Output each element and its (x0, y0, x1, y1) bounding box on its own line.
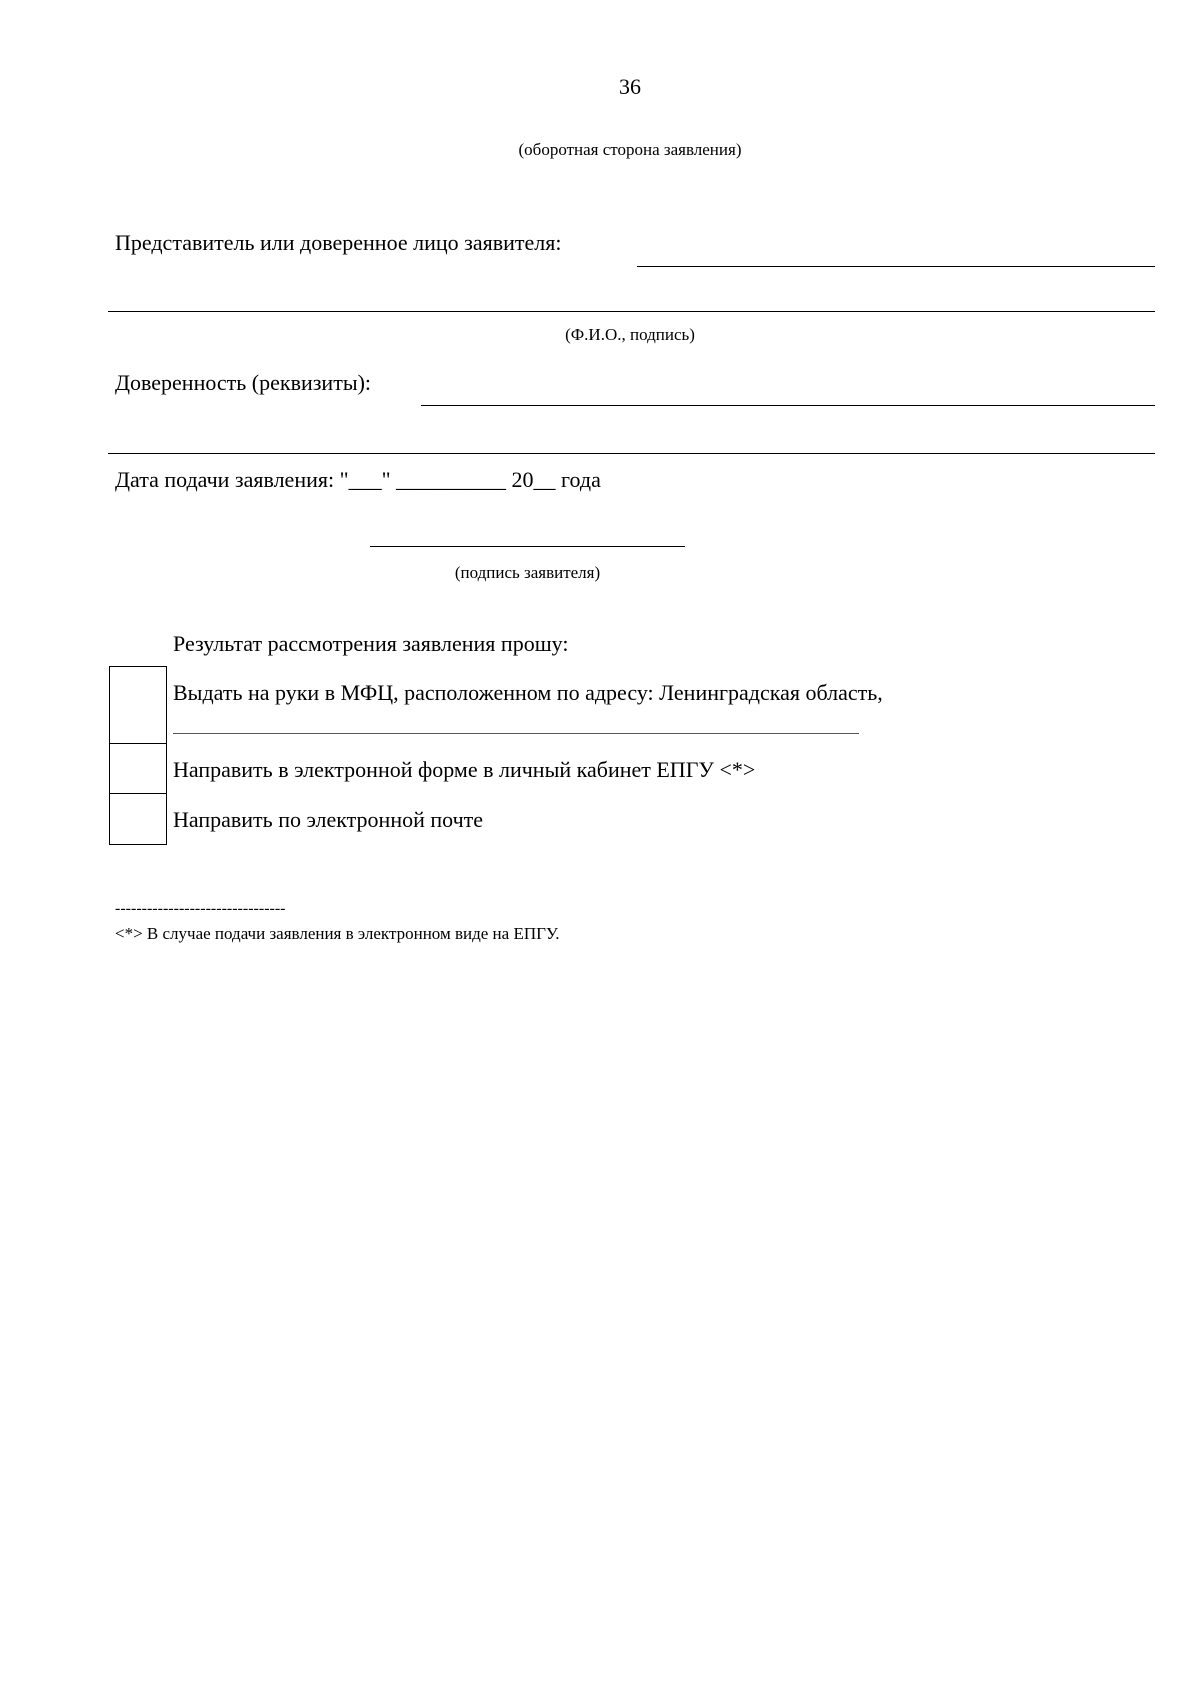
power-of-attorney-continuation-line[interactable] (108, 453, 1155, 454)
reverse-side-note: (оборотная сторона заявления) (518, 140, 742, 159)
representative-fullname-line[interactable] (108, 311, 1155, 312)
option-epgu-label: Направить в электронной форме в личный кабинет ЕПГУ <*> (173, 757, 756, 782)
footnote-text: <*> В случае подачи заявления в электронном виде на ЕПГУ. (115, 924, 560, 943)
footnote-separator: -------------------------------- (115, 900, 286, 917)
representative-label: Представитель или доверенное лицо заявителя: (115, 230, 562, 255)
option-email-label: Направить по электронной почте (173, 807, 484, 832)
representative-input-line[interactable] (637, 266, 1155, 267)
power-of-attorney-label: Доверенность (реквизиты): (115, 370, 372, 395)
applicant-signature-line[interactable] (370, 546, 685, 547)
power-of-attorney-input-line[interactable] (421, 405, 1155, 406)
option-mfc-checkbox[interactable] (109, 666, 167, 745)
submission-date-label: Дата подачи заявления: "___" __________ 20__ года (115, 467, 601, 492)
representative-caption: (Ф.И.О., подпись) (565, 325, 695, 344)
page-number: 36 (619, 74, 641, 99)
option-epgu-checkbox[interactable] (109, 743, 167, 795)
mfc-address-line[interactable] (173, 733, 859, 734)
option-email-checkbox[interactable] (109, 793, 167, 845)
result-heading: Результат рассмотрения заявления прошу: (173, 631, 569, 656)
option-mfc-label: Выдать на руки в МФЦ, расположенном по адресу: Ленинградская область, (173, 680, 883, 705)
applicant-signature-caption: (подпись заявителя) (454, 563, 601, 582)
